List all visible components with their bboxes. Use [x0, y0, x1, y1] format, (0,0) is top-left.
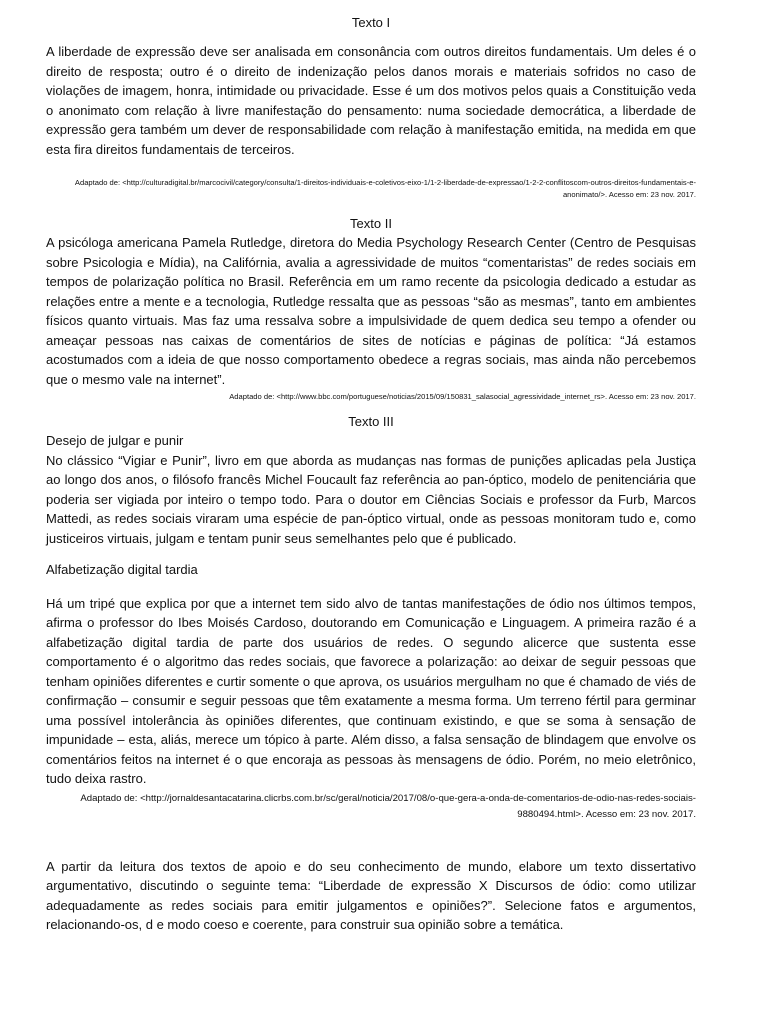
- texto-2-source: Adaptado de: <http://www.bbc.com/portuguese/noticias/2015/09/150831_salasocial_agressividade_internet_rs>. Acesso em: 23 nov. 2017.: [229, 392, 696, 401]
- texto-3-section-1-heading: Desejo de julgar e punir: [46, 433, 184, 448]
- essay-prompt: A partir da leitura dos textos de apoio e do seu conhecimento de mundo, elabore um texto dissertativo argumentativo, discutindo o seguinte tema: “Liberdade de expressão X Discursos de ódio: como utilizar adequadamente as redes sociais para emitir julgamentos e opiniões?”. Selecione fatos e argumentos, relacionando-os, d e modo coeso e coerente, para construir sua opinião sobre a temática.: [46, 858, 696, 932]
- texto-3-section-2-body: Há um tripé que explica por que a internet tem sido alvo de tantas manifestações de ódio nos últimos tempos, afirma o professor do Ibes Moisés Cardoso, doutorando em Comunicação e Linguagem. A primeira razão é a alfabetização digital tardia de parte dos usuários de redes. O segundo alicerce que sustenta esse comportamento é o algoritmo das redes sociais, que favorece a polarização: ao deixar de seguir pessoas que tenham opiniões diferentes e curtir somente o que aprova, os usuários mergulham no que é chamado de viés de confirmação – consumir e seguir pessoas que têm exatamente a mesma forma. Um terreno fértil para germinar uma possível intolerância às opiniões diferentes, que continuam existindo, e que se soma à sensação de impunidade – esta, aliás, merece um tópico à parte. Além disso, a falsa sensação de blindagem que envolve os comentários feitos na internet é o que encoraja as pessoas às mensagens de ódio. Porém, no meio eletrônico, tudo deixa rastro.: [46, 595, 696, 786]
- texto-3-title: Texto III: [348, 414, 394, 429]
- texto-2-title: Texto II: [350, 216, 392, 231]
- texto-2-body: A psicóloga americana Pamela Rutledge, diretora do Media Psychology Research Center (Centro de Pesquisas sobre Psicologia e Mídia), na Califórnia, avalia a agressividade de muitos “comentaristas” de redes sociais em tempos de polarização política no Brasil. Referência em um ramo recente da psicologia dedicado a estudar as relações entre a mente e a tecnologia, Rutledge ressalta que as pessoas “são as mesmas”, tanto em ambientes físicos quanto virtuais. Mas faz uma ressalva sobre a impulsividade de quem dedica seu tempo a ofender ou ameaçar pessoas nas caixas de comentários de sites de notícias e páginas de política: “Já estamos acostumados com a ideia de que nosso comportamento obedece a regras sociais, mas ainda não percebemos que o mesmo vale na internet”.: [46, 235, 696, 387]
- texto-3-source: Adaptado de: <http://jornaldesantacatarina.clicrbs.com.br/sc/geral/noticia/2017/08/o-que-gera-a-onda-de-comentarios-de-odio-nas-redes-sociais-9880494.html>. Acesso em: 23 nov. 2017.: [80, 792, 696, 820]
- texto-1-title: Texto I: [351, 15, 391, 30]
- texto-1-source: Adaptado de: <http://culturadigital.br/marcocivil/category/consulta/1-direitos-individuais-e-coletivos-eixo-1/1-2-liberdade-de-expressao/1-2-2-conflitoscom-outros-direitos-fundamentais-e-anonimato/>. Acesso em: 23 nov. 2017.: [74, 178, 696, 199]
- texto-3-section-2-heading: Alfabetização digital tardia: [46, 562, 198, 577]
- texto-1-body: A liberdade de expressão deve ser analisada em consonância com outros direitos fundamentais. Um deles é o direito de resposta; outro é o direito de indenização pelos danos morais e materiais sofridos no caso de violações de imagem, honra, intimidade ou privacidade. Esse é um dos motivos pelos quais a Constituição veda o anonimato com relação à livre manifestação do pensamento: numa sociedade democrática, a liberdade de expressão gera também um dever de responsabilidade com relação à manifestação emitida, na medida em que esta fira direitos fundamentais de terceiros.: [46, 44, 696, 157]
- texto-3-section-1-body: No clássico “Vigiar e Punir”, livro em que aborda as mudanças nas formas de punições aplicadas pela Justiça ao longo dos anos, o filósofo francês Michel Foucault faz referência ao pan-óptico, modelo de penitenciária que poderia ser vigiada por inteiro o tempo todo. Para o doutor em Ciências Sociais e professor da Furb, Marcos Mattedi, as redes sociais viraram uma espécie de pan-óptico virtual, onde as pessoas monitoram tudo e, como justiceiros virtuais, julgam e tentam punir seus semelhantes pelo que é publicado.: [46, 452, 696, 546]
